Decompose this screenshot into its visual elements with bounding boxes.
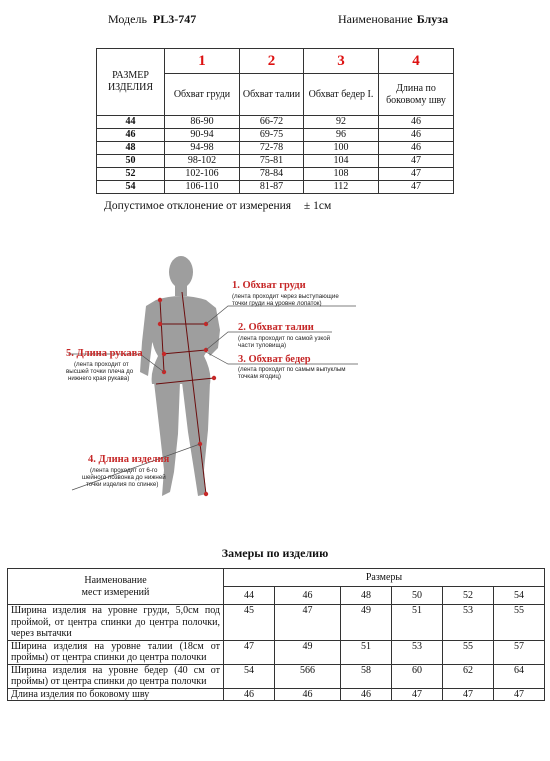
measure-value: 51 xyxy=(341,640,392,664)
size-row xyxy=(97,142,454,155)
measure-row xyxy=(8,640,545,664)
size-col-48: 48 xyxy=(341,587,392,605)
value-cell: 46 xyxy=(379,116,454,129)
product-name-label: Наименование xyxy=(338,12,413,26)
column-number-4: 4 xyxy=(379,49,454,74)
value-cell: 90-94 xyxy=(165,129,240,142)
measure-value: 46 xyxy=(224,688,275,701)
measure-value: 47 xyxy=(494,688,545,701)
measure-value: 47 xyxy=(392,688,443,701)
size-cell: 44 xyxy=(97,116,165,129)
column-number-2: 2 xyxy=(240,49,304,74)
model-field xyxy=(108,12,196,27)
model-label: Модель xyxy=(108,12,147,26)
tolerance-note xyxy=(104,200,331,212)
size-chart-table xyxy=(96,48,454,194)
value-cell: 46 xyxy=(379,142,454,155)
product-name-field xyxy=(338,12,448,27)
value-cell: 66-72 xyxy=(240,116,304,129)
column-header-side-length: Длина по боковому шву xyxy=(379,74,454,116)
size-row xyxy=(97,116,454,129)
label-length-title: 4. Длина изделия xyxy=(88,454,170,465)
value-cell: 47 xyxy=(379,168,454,181)
measure-value: 54 xyxy=(224,664,275,688)
label-length-note-1: (лента проходит от 6-го xyxy=(90,467,158,474)
size-cell: 54 xyxy=(97,181,165,194)
size-row xyxy=(97,181,454,194)
size-col-44: 44 xyxy=(224,587,275,605)
size-header-cell: РАЗМЕР ИЗДЕЛИЯ xyxy=(97,49,165,116)
value-cell: 96 xyxy=(304,129,379,142)
size-row xyxy=(97,129,454,142)
measure-value: 47 xyxy=(443,688,494,701)
label-waist-note-1: (лента проходит по самой узкой xyxy=(238,335,331,342)
size-cell: 48 xyxy=(97,142,165,155)
size-cell: 46 xyxy=(97,129,165,142)
model-value: PL3-747 xyxy=(152,12,197,26)
header-sizes: Размеры xyxy=(224,569,545,587)
tolerance-text: Допустимое отклонение от измерения xyxy=(104,200,292,212)
value-cell: 72-78 xyxy=(240,142,304,155)
measure-value: 62 xyxy=(443,664,494,688)
value-cell: 106-110 xyxy=(165,181,240,194)
measure-value: 49 xyxy=(275,640,341,664)
label-sleeve-note-1: (лента проходит от xyxy=(74,361,129,368)
measurement-diagram xyxy=(60,244,490,514)
label-waist-title: 2. Обхват талии xyxy=(238,322,314,333)
measure-desc: Ширина изделия на уровне груди, 5,0см под проймой, от центра спинки до центра полочки, через вытачки xyxy=(8,605,224,641)
size-col-50: 50 xyxy=(392,587,443,605)
measure-table-title: Замеры по изделию xyxy=(221,546,329,560)
size-col-54: 54 xyxy=(494,587,545,605)
size-cell: 50 xyxy=(97,155,165,168)
size-col-52: 52 xyxy=(443,587,494,605)
column-header-waist: Обхват талии xyxy=(240,74,304,116)
measure-value: 53 xyxy=(392,640,443,664)
document-header xyxy=(0,10,550,30)
size-col-46: 46 xyxy=(275,587,341,605)
value-cell: 108 xyxy=(304,168,379,181)
value-cell: 102-106 xyxy=(165,168,240,181)
value-cell: 86-90 xyxy=(165,116,240,129)
measure-row xyxy=(8,688,545,701)
column-number-1: 1 xyxy=(165,49,240,74)
measure-value: 58 xyxy=(341,664,392,688)
value-cell: 47 xyxy=(379,155,454,168)
measure-value: 60 xyxy=(392,664,443,688)
measure-row xyxy=(8,664,545,688)
label-bust-note-2: точки груди на уровне лопаток) xyxy=(232,300,322,307)
measure-value: 57 xyxy=(494,640,545,664)
measure-value: 51 xyxy=(392,605,443,641)
label-hips-note-2: точкам ягодиц) xyxy=(238,373,281,380)
measure-value: 46 xyxy=(275,688,341,701)
value-cell: 112 xyxy=(304,181,379,194)
header-measure-name-line2: мест измерений xyxy=(81,586,150,598)
garment-measurements-table xyxy=(7,568,545,701)
measure-desc: Ширина изделия на уровне талии (18см от проймы) от центра спинки до центра полочки xyxy=(8,640,224,664)
measure-value: 53 xyxy=(443,605,494,641)
label-length-note-3: точки изделия по спинке) xyxy=(86,481,159,488)
value-cell: 100 xyxy=(304,142,379,155)
label-sleeve-note-3: нижнего края рукава) xyxy=(68,375,130,382)
measure-value: 47 xyxy=(275,605,341,641)
tolerance-value: ± 1см xyxy=(303,200,332,212)
label-sleeve-title: 5. Длина рукава xyxy=(66,348,143,359)
value-cell: 98-102 xyxy=(165,155,240,168)
value-cell: 94-98 xyxy=(165,142,240,155)
header-measure-name xyxy=(8,569,224,605)
value-cell: 81-87 xyxy=(240,181,304,194)
value-cell: 104 xyxy=(304,155,379,168)
column-header-hips: Обхват бедер I. xyxy=(304,74,379,116)
label-sleeve-note-2: высшей точки плеча до xyxy=(66,368,134,375)
size-row xyxy=(97,168,454,181)
measure-value: 45 xyxy=(224,605,275,641)
label-bust-note-1: (лента проходит через выступающие xyxy=(232,293,339,300)
measure-value: 47 xyxy=(224,640,275,664)
size-cell: 52 xyxy=(97,168,165,181)
measurement-diagram-svg xyxy=(60,244,490,514)
value-cell: 75-81 xyxy=(240,155,304,168)
product-name-value: Блуза xyxy=(416,12,449,26)
value-cell: 46 xyxy=(379,129,454,142)
measure-value: 55 xyxy=(494,605,545,641)
measure-value: 566 xyxy=(275,664,341,688)
label-hips-title: 3. Обхват бедер xyxy=(238,354,311,365)
column-header-bust: Обхват груди xyxy=(165,74,240,116)
size-row xyxy=(97,155,454,168)
measure-desc: Длина изделия по боковому шву xyxy=(8,688,224,701)
measure-value: 46 xyxy=(341,688,392,701)
value-cell: 78-84 xyxy=(240,168,304,181)
value-cell: 92 xyxy=(304,116,379,129)
label-bust-title: 1. Обхват груди xyxy=(232,280,306,291)
measure-value: 55 xyxy=(443,640,494,664)
label-hips-note-1: (лента проходит по самым выпуклым xyxy=(238,366,346,373)
measure-value: 64 xyxy=(494,664,545,688)
column-number-3: 3 xyxy=(304,49,379,74)
value-cell: 69-75 xyxy=(240,129,304,142)
header-measure-name-line1: Наименование xyxy=(84,575,147,586)
label-length-note-2: шейного позвонка до нижней xyxy=(82,474,166,481)
measure-value: 49 xyxy=(341,605,392,641)
measure-row xyxy=(8,605,545,641)
value-cell: 47 xyxy=(379,181,454,194)
measure-desc: Ширина изделия на уровне бедер (40 см от проймы) от центра спинки до центра полочки xyxy=(8,664,224,688)
label-waist-note-2: части туловища) xyxy=(238,342,287,349)
